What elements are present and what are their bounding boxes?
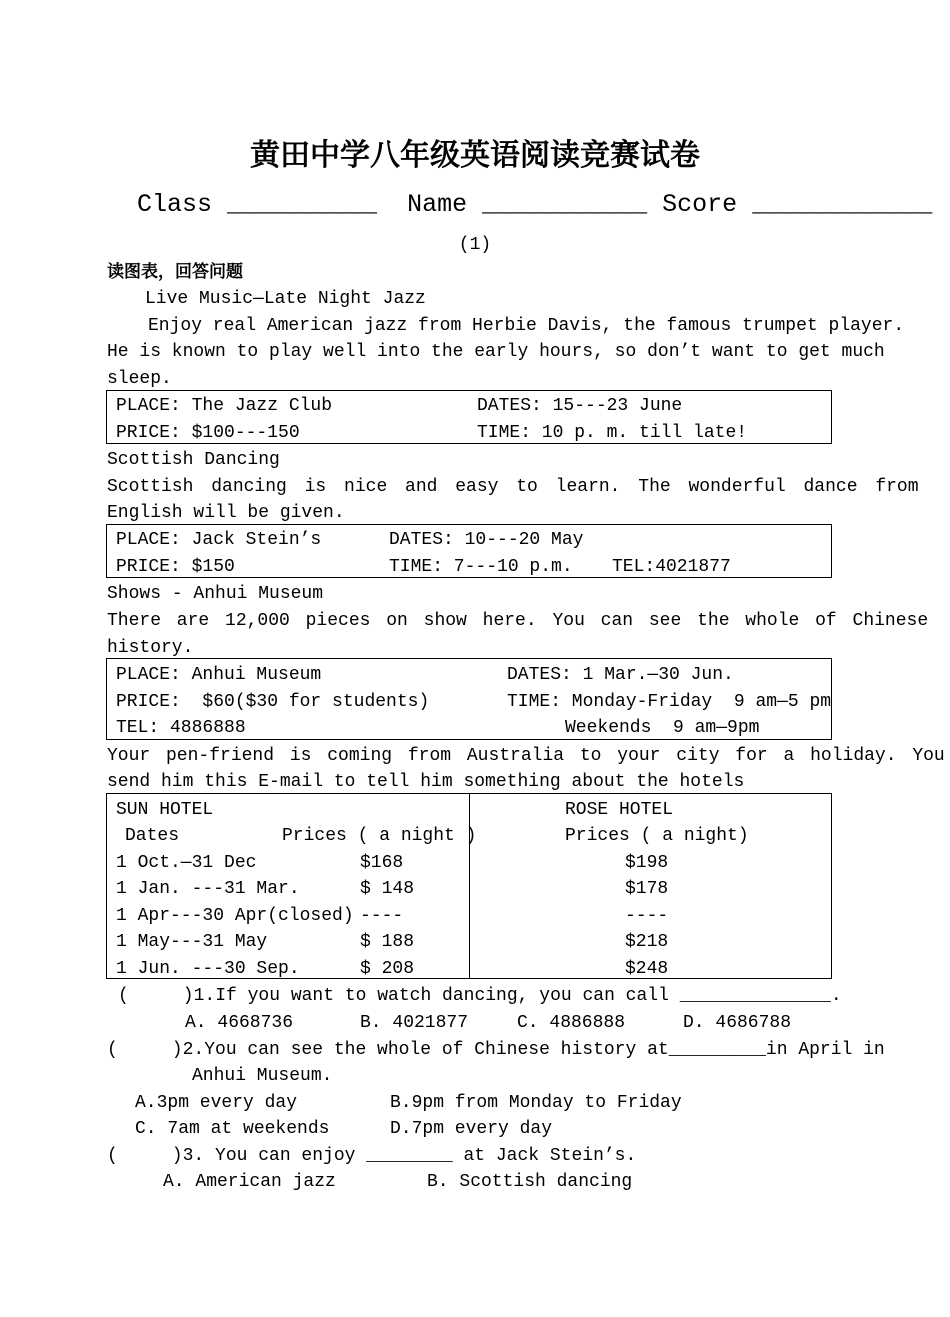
table-row-dates: 1 Jan. ---31 Mar. (116, 879, 300, 899)
question-2-option-a[interactable]: A.3pm every day (135, 1093, 298, 1113)
section-number: (1) (458, 235, 492, 255)
table-row-rose-price: $198 (625, 853, 669, 873)
dancing-price: PRICE: $150 (116, 557, 235, 577)
question-1-option-c[interactable]: C. 4886888 (517, 1013, 626, 1033)
table-row-sun-price: $ 188 (360, 932, 415, 952)
dancing-tel: TEL:4021877 (612, 557, 731, 577)
rose-price-header: Prices ( a night) (565, 826, 749, 846)
jazz-time: TIME: 10 p. m. till late! (477, 423, 748, 443)
name-blank[interactable]: ___________ (482, 190, 648, 219)
sun-hotel-name: SUN HOTEL (116, 800, 214, 820)
rose-hotel-name: ROSE HOTEL (565, 800, 674, 820)
class-label: Class (137, 190, 213, 219)
question-1-option-a[interactable]: A. 4668736 (185, 1013, 294, 1033)
museum-dates: DATES: 1 Mar.—30 Jun. (507, 665, 734, 685)
question-2-option-b[interactable]: B.9pm from Monday to Friday (390, 1093, 682, 1113)
question-1-option-b[interactable]: B. 4021877 (360, 1013, 469, 1033)
museum-text-2: history. (107, 638, 194, 658)
question-2-option-c[interactable]: C. 7am at weekends (135, 1119, 330, 1139)
question-2-continued: Anhui Museum. (192, 1066, 333, 1086)
jazz-heading: Live Music—Late Night Jazz (145, 289, 426, 309)
jazz-place: PLACE: The Jazz Club (116, 396, 333, 416)
table-row-rose-price: $248 (625, 959, 669, 979)
dancing-dates: DATES: 10---20 May (389, 530, 584, 550)
table-row-dates: 1 Oct.—31 Dec (116, 853, 257, 873)
jazz-dates: DATES: 15---23 June (477, 396, 683, 416)
question-1-option-d[interactable]: D. 4686788 (683, 1013, 792, 1033)
jazz-text-2: He is known to play well into the early hours, so don’t want to get much (107, 342, 885, 362)
score-label: Score (662, 190, 738, 219)
museum-place: PLACE: Anhui Museum (116, 665, 322, 685)
score-blank[interactable]: ____________ (752, 190, 933, 219)
question-3-option-b[interactable]: B. Scottish dancing (427, 1172, 633, 1192)
table-row-rose-price: $178 (625, 879, 669, 899)
table-row-dates: 1 Jun. ---30 Sep. (116, 959, 300, 979)
student-info-line (137, 190, 932, 219)
email-text-1: Your pen-friend is coming from Australia to your city for a holiday. You (107, 746, 945, 766)
jazz-text-3: sleep. (107, 369, 172, 389)
table-row-sun-price: ---- (360, 906, 404, 926)
page-title: 黄田中学八年级英语阅读竞赛试卷 (250, 138, 700, 173)
museum-time: TIME: Monday-Friday 9 am—5 pm (507, 692, 832, 712)
email-text-2: send him this E-mail to tell him something about the hotels (107, 772, 745, 792)
museum-weekends: Weekends 9 am—9pm (565, 718, 760, 738)
instruction: 读图表，回答问题 (107, 262, 243, 282)
dancing-text-2: English will be given. (107, 503, 345, 523)
table-row-dates: 1 Apr---30 Apr(closed) (116, 906, 354, 926)
table-row-rose-price: $218 (625, 932, 669, 952)
question-2: ( )2.You can see the whole of Chinese history at_________in April in (107, 1040, 885, 1060)
museum-heading: Shows - Anhui Museum (107, 584, 324, 604)
table-row-rose-price: ---- (625, 906, 669, 926)
dancing-heading: Scottish Dancing (107, 450, 280, 470)
jazz-price: PRICE: $100---150 (116, 423, 300, 443)
question-3: ( )3. You can enjoy ________ at Jack Stein’s. (107, 1146, 637, 1166)
museum-tel: TEL: 4886888 (116, 718, 246, 738)
table-row-sun-price: $ 208 (360, 959, 415, 979)
jazz-text-1: Enjoy real American jazz from Herbie Davis, the famous trumpet player. (148, 316, 905, 336)
dates-header: Dates (125, 826, 180, 846)
table-row-dates: 1 May---31 May (116, 932, 268, 952)
dancing-place: PLACE: Jack Stein’s (116, 530, 322, 550)
class-blank[interactable]: __________ (227, 190, 378, 219)
question-1: ( )1.If you want to watch dancing, you can call ______________. (118, 986, 842, 1006)
dancing-text-1: Scottish dancing is nice and easy to learn. The wonderful dance from (107, 477, 919, 497)
table-row-sun-price: $ 148 (360, 879, 415, 899)
question-2-option-d[interactable]: D.7pm every day (390, 1119, 553, 1139)
question-3-option-a[interactable]: A. American jazz (163, 1172, 336, 1192)
name-label: Name (407, 190, 468, 219)
sun-price-header: Prices ( a night ) (282, 826, 477, 846)
museum-text-1: There are 12,000 pieces on show here. You can see the whole of Chinese (107, 611, 929, 631)
museum-price: PRICE: $60($30 for students) (116, 692, 430, 712)
hotels-table-divider (469, 793, 470, 979)
table-row-sun-price: $168 (360, 853, 404, 873)
dancing-time: TIME: 7---10 p.m. (389, 557, 573, 577)
